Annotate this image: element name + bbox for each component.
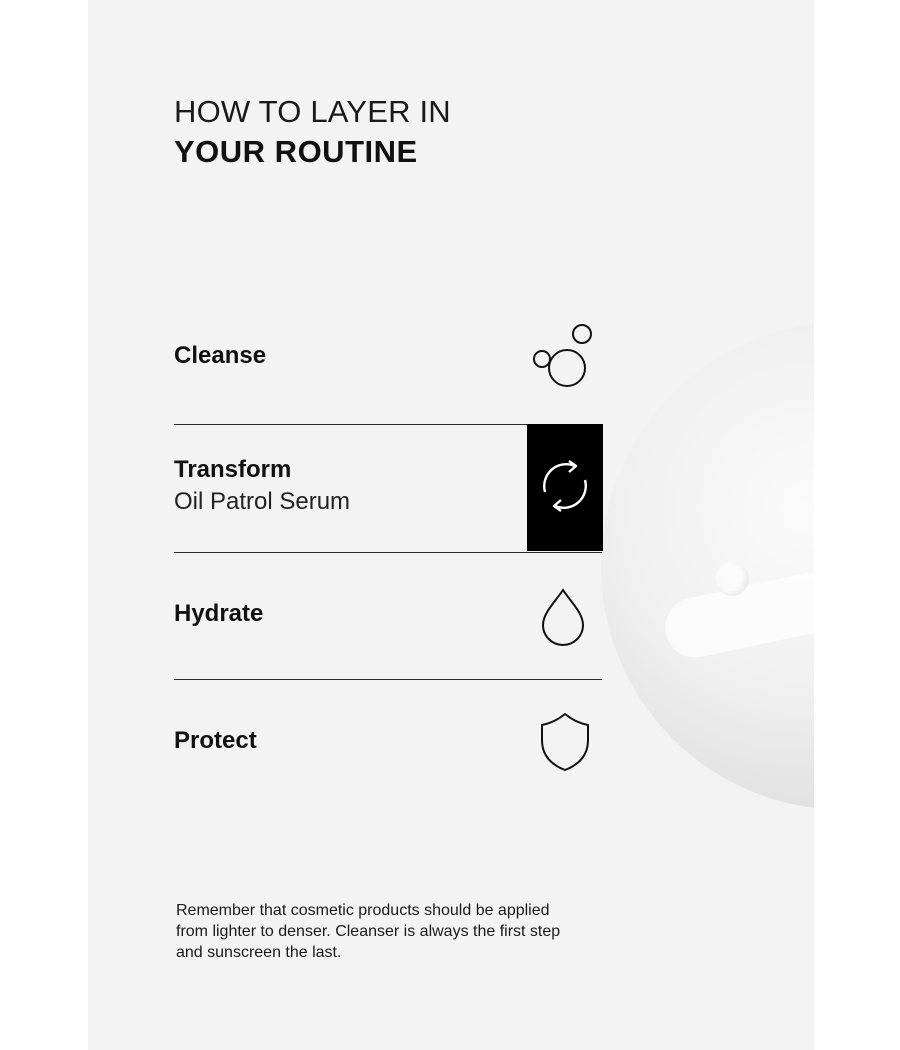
sync-arrows-icon [537, 456, 593, 516]
shield-icon [538, 712, 592, 772]
step-product: Oil Patrol Serum [174, 488, 351, 515]
bubbles-icon [533, 322, 597, 390]
step-name: Cleanse [174, 342, 267, 369]
step-name: Protect [174, 727, 257, 754]
page-title [174, 92, 451, 172]
routine-note: Remember that cosmetic products should be applied from lighter to denser. Cleanser is always the first step and sunscreen the last. [176, 902, 561, 961]
water-drop-icon [540, 588, 586, 646]
routine-panel [88, 0, 814, 1050]
step-hydrate [174, 551, 602, 680]
highlight-box [527, 424, 603, 551]
title-line-2: YOUR ROUTINE [174, 134, 418, 169]
step-name: Hydrate [174, 600, 264, 627]
step-name: Transform [174, 456, 292, 483]
gel-sphere-image [601, 322, 814, 810]
title-line-1: HOW TO LAYER IN [174, 94, 451, 129]
gel-bubble [715, 562, 749, 596]
